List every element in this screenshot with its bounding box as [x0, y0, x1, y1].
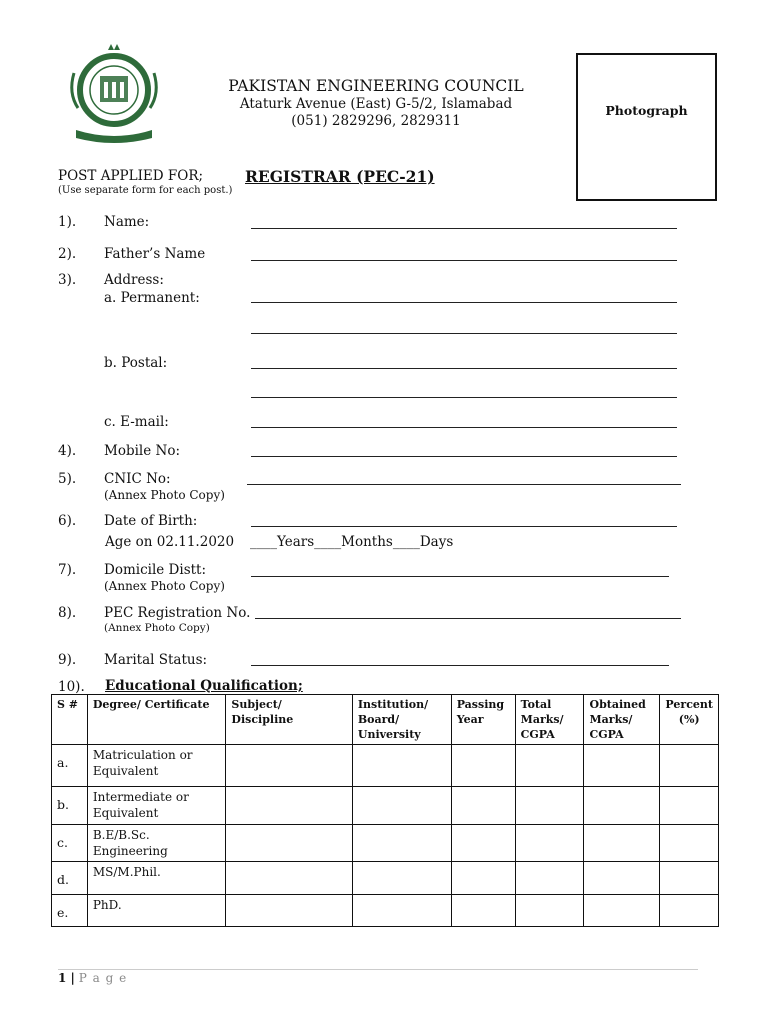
table-header-row: [52, 695, 719, 745]
email-input-line[interactable]: [251, 427, 677, 428]
field-number: 2).: [58, 246, 77, 262]
org-name: PAKISTAN ENGINEERING COUNCIL: [228, 77, 524, 95]
obtained-marks-cell[interactable]: [584, 895, 660, 927]
pec-registration-note: (Annex Photo Copy): [104, 622, 210, 634]
page-footer: [58, 971, 127, 985]
column-header: Institution/ Board/ University: [352, 695, 451, 745]
institution-cell[interactable]: [352, 825, 451, 862]
table-row: [52, 825, 719, 862]
passing-year-cell[interactable]: [451, 862, 515, 895]
column-header: Subject/ Discipline: [226, 695, 352, 745]
degree-cell: Intermediate or Equivalent: [87, 787, 226, 825]
domicile-label: Domicile Distt:: [104, 562, 207, 578]
institution-cell[interactable]: [352, 895, 451, 927]
table-row: [52, 787, 719, 825]
field-number: 4).: [58, 443, 77, 459]
degree-cell: Matriculation or Equivalent: [87, 745, 226, 787]
total-marks-cell[interactable]: [515, 787, 584, 825]
percent-cell[interactable]: [660, 745, 719, 787]
mobile-label: Mobile No:: [104, 443, 180, 459]
subject-cell[interactable]: [226, 895, 352, 927]
subject-cell[interactable]: [226, 862, 352, 895]
column-header: Total Marks/ CGPA: [515, 695, 584, 745]
field-number: 8).: [58, 605, 77, 621]
subject-cell[interactable]: [226, 825, 352, 862]
dob-input-line[interactable]: [251, 526, 677, 527]
row-index: b.: [52, 787, 88, 825]
post-applied-value: REGISTRAR (PEC-21): [245, 167, 435, 186]
column-header: Passing Year: [451, 695, 515, 745]
degree-cell: PhD.: [87, 895, 226, 927]
percent-cell[interactable]: [660, 895, 719, 927]
address-label: Address:: [104, 272, 164, 288]
row-index: e.: [52, 895, 88, 927]
percent-cell[interactable]: [660, 862, 719, 895]
passing-year-cell[interactable]: [451, 787, 515, 825]
pec-logo: [58, 38, 170, 148]
name-input-line[interactable]: [251, 228, 677, 229]
post-applied-note: (Use separate form for each post.): [58, 185, 233, 196]
permanent-address-line-2[interactable]: [251, 333, 677, 334]
cnic-input-line[interactable]: [247, 484, 681, 485]
footer-divider: [58, 969, 698, 970]
field-number: 7).: [58, 562, 77, 578]
post-applied-label: POST APPLIED FOR;: [58, 168, 204, 184]
obtained-marks-cell[interactable]: [584, 745, 660, 787]
total-marks-cell[interactable]: [515, 745, 584, 787]
table-row: [52, 745, 719, 787]
field-number: 10).: [58, 679, 85, 695]
page-word: P a g e: [78, 971, 128, 985]
table-row: [52, 862, 719, 895]
education-heading: Educational Qualification;: [105, 678, 303, 694]
page-number: 1 |: [58, 971, 75, 985]
passing-year-cell[interactable]: [451, 825, 515, 862]
father-name-input-line[interactable]: [251, 260, 677, 261]
pec-registration-input-line[interactable]: [255, 618, 681, 619]
field-number: 3).: [58, 272, 77, 288]
row-index: c.: [52, 825, 88, 862]
marital-status-label: Marital Status:: [104, 652, 208, 668]
postal-address-line-2[interactable]: [251, 397, 677, 398]
percent-cell[interactable]: [660, 825, 719, 862]
column-header: Percent (%): [660, 695, 719, 745]
dob-label: Date of Birth:: [104, 513, 198, 529]
obtained-marks-cell[interactable]: [584, 787, 660, 825]
passing-year-cell[interactable]: [451, 895, 515, 927]
total-marks-cell[interactable]: [515, 895, 584, 927]
field-number: 1).: [58, 214, 77, 230]
photograph-label: Photograph: [605, 103, 688, 118]
photograph-box[interactable]: [576, 53, 717, 201]
column-header: Degree/ Certificate: [87, 695, 226, 745]
row-index: a.: [52, 745, 88, 787]
postal-address-label: b. Postal:: [104, 355, 168, 371]
education-table: [51, 694, 719, 927]
org-header: [176, 76, 576, 130]
org-address: Ataturk Avenue (East) G-5/2, Islamabad: [239, 96, 513, 112]
percent-cell[interactable]: [660, 787, 719, 825]
domicile-note: (Annex Photo Copy): [104, 579, 225, 593]
marital-status-input-line[interactable]: [251, 665, 669, 666]
email-label: c. E-mail:: [104, 414, 169, 430]
pec-registration-label: PEC Registration No.: [104, 605, 251, 621]
institution-cell[interactable]: [352, 745, 451, 787]
total-marks-cell[interactable]: [515, 825, 584, 862]
father-name-label: Father’s Name: [104, 246, 206, 262]
degree-cell: B.E/B.Sc. Engineering: [87, 825, 226, 862]
institution-cell[interactable]: [352, 787, 451, 825]
total-marks-cell[interactable]: [515, 862, 584, 895]
subject-cell[interactable]: [226, 745, 352, 787]
table-row: [52, 895, 719, 927]
field-number: 5).: [58, 471, 77, 487]
cnic-note: (Annex Photo Copy): [104, 488, 225, 502]
degree-cell: MS/M.Phil.: [87, 862, 226, 895]
age-input[interactable]: ____Years____Months____Days: [250, 534, 454, 550]
permanent-address-line-1[interactable]: [251, 302, 677, 303]
obtained-marks-cell[interactable]: [584, 862, 660, 895]
age-label: Age on 02.11.2020: [105, 534, 235, 550]
column-header: S #: [52, 695, 88, 745]
mobile-input-line[interactable]: [251, 456, 677, 457]
permanent-address-label: a. Permanent:: [104, 290, 200, 306]
field-number: 6).: [58, 513, 77, 529]
column-header: Obtained Marks/ CGPA: [584, 695, 660, 745]
row-index: d.: [52, 862, 88, 895]
postal-address-line-1[interactable]: [251, 368, 677, 369]
cnic-label: CNIC No:: [104, 471, 171, 487]
subject-cell[interactable]: [226, 787, 352, 825]
institution-cell[interactable]: [352, 862, 451, 895]
name-label: Name:: [104, 214, 150, 230]
passing-year-cell[interactable]: [451, 745, 515, 787]
domicile-input-line[interactable]: [251, 576, 669, 577]
obtained-marks-cell[interactable]: [584, 825, 660, 862]
org-phone: (051) 2829296, 2829311: [291, 113, 461, 129]
field-number: 9).: [58, 652, 77, 668]
